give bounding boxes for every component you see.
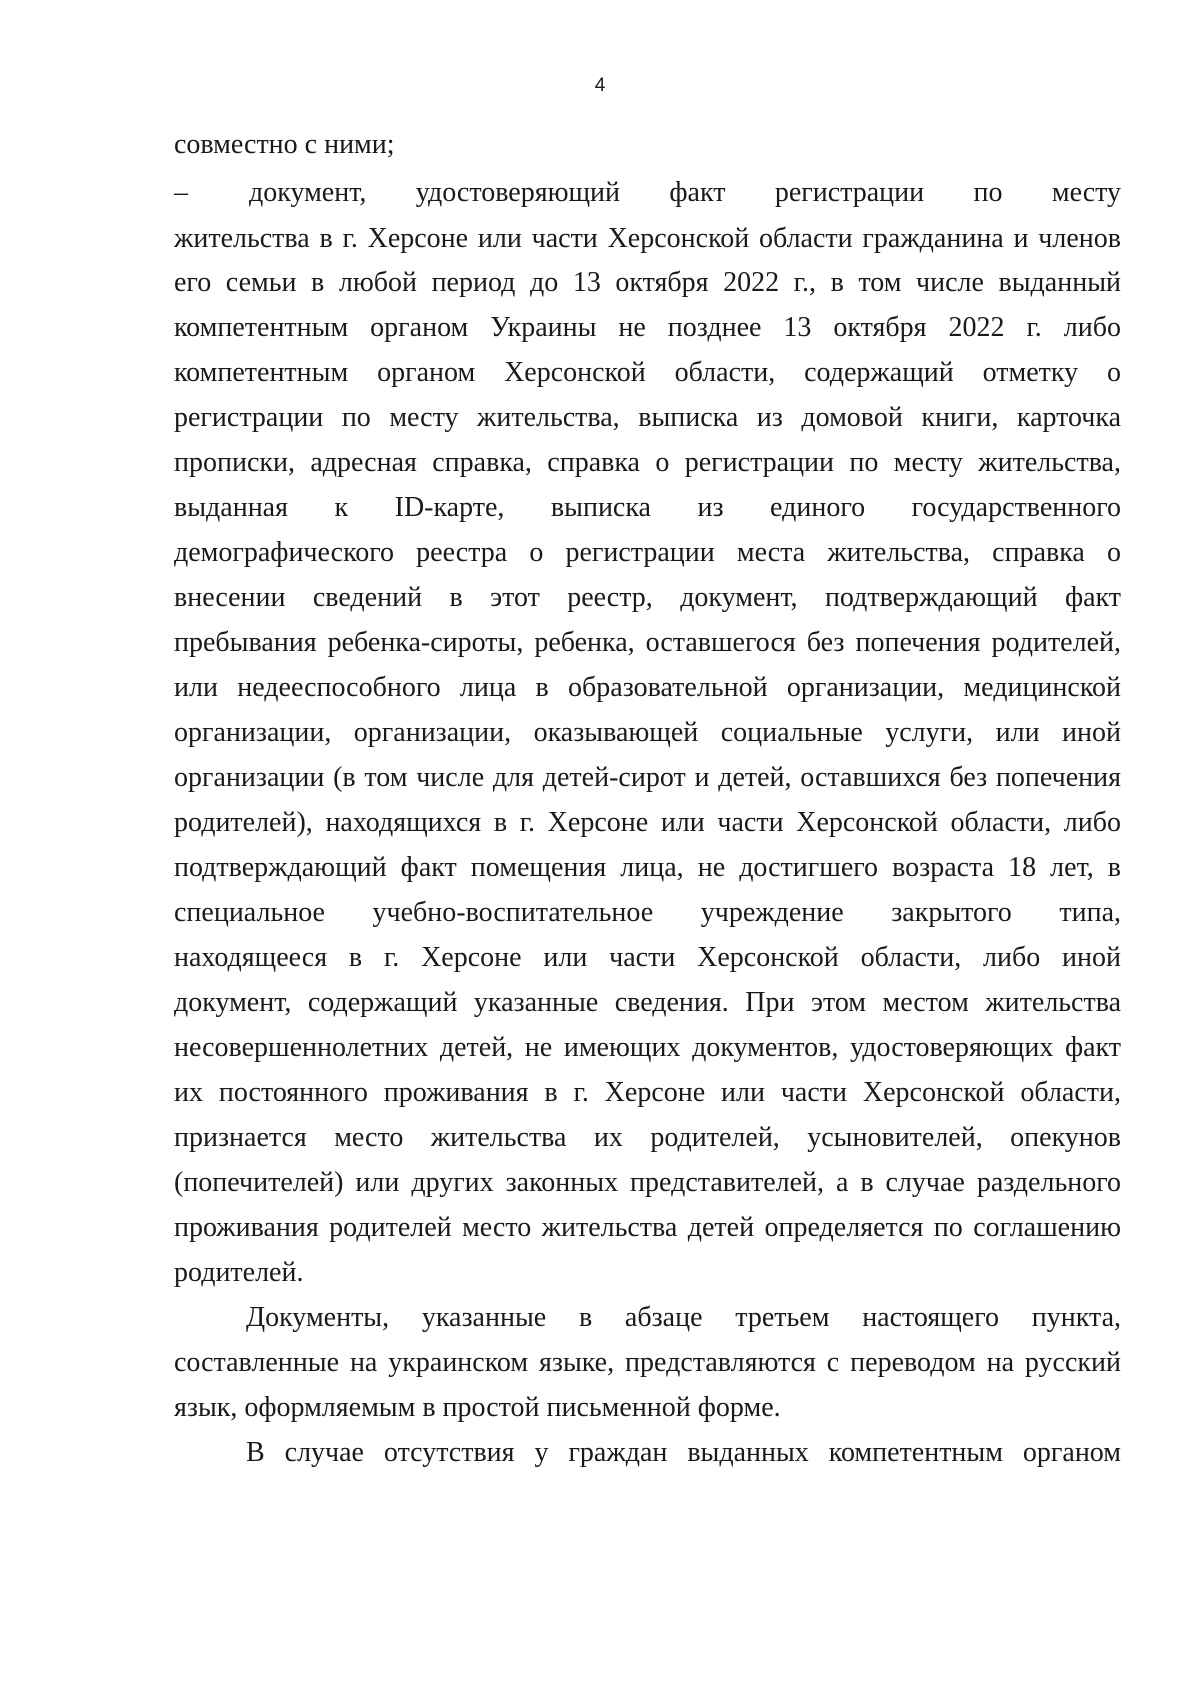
text-line: совместно с ними; xyxy=(174,129,395,160)
text-line: составленные на украинском языке, представляются с переводом на русский xyxy=(174,1347,1121,1378)
text-line: пребывания ребенка-сироты, ребенка, оставшегося без попечения родителей, xyxy=(174,627,1121,658)
text-line-content: документ, удостоверяющий факт регистрации по месту xyxy=(249,177,1121,208)
text-line xyxy=(174,176,1121,210)
text-line: несовершеннолетних детей, не имеющих документов, удостоверяющих факт xyxy=(174,1032,1121,1063)
text-line: специальное учебно-воспитательное учреждение закрытого типа, xyxy=(174,897,1121,928)
text-line: их постоянного проживания в г. Херсоне или части Херсонской области, xyxy=(174,1077,1121,1108)
text-line: родителей), находящихся в г. Херсоне или части Херсонской области, либо xyxy=(174,807,1121,838)
text-line: находящееся в г. Херсоне или части Херсонской области, либо иной xyxy=(174,942,1121,973)
text-line: организации, организации, оказывающей социальные услуги, или иной xyxy=(174,717,1121,748)
text-line: язык, оформляемым в простой письменной форме. xyxy=(174,1392,781,1423)
text-line: регистрации по месту жительства, выписка из домовой книги, карточка xyxy=(174,402,1121,433)
list-dash: – xyxy=(174,177,188,208)
text-line: жительства в г. Херсоне или части Херсонской области гражданина и членов xyxy=(174,223,1121,254)
text-line: (попечителей) или других законных представителей, а в случае раздельного xyxy=(174,1167,1121,1198)
text-line: компетентным органом Херсонской области, содержащий отметку о xyxy=(174,357,1121,388)
text-line: родителей. xyxy=(174,1257,304,1288)
text-line: или недееспособного лица в образовательной организации, медицинской xyxy=(174,672,1121,703)
text-line: документ, содержащий указанные сведения. При этом местом жительства xyxy=(174,987,1121,1018)
text-line: Документы, указанные в абзаце третьем настоящего пункта, xyxy=(246,1302,1121,1333)
text-line: компетентным органом Украины не позднее 13 октября 2022 г. либо xyxy=(174,312,1121,343)
text-line: демографического реестра о регистрации места жительства, справка о xyxy=(174,537,1121,568)
page-number: 4 xyxy=(594,75,606,96)
text-line: В случае отсутствия у граждан выданных компетентным органом xyxy=(246,1437,1121,1468)
text-line: выданная к ID-карте, выписка из единого государственного xyxy=(174,492,1121,523)
text-line: подтверждающий факт помещения лица, не достигшего возраста 18 лет, в xyxy=(174,852,1121,883)
text-line: внесении сведений в этот реестр, документ, подтверждающий факт xyxy=(174,582,1121,613)
text-line: проживания родителей место жительства детей определяется по соглашению xyxy=(174,1212,1121,1243)
text-line: прописки, адресная справка, справка о регистрации по месту жительства, xyxy=(174,447,1121,478)
text-line: организации (в том числе для детей-сирот и детей, оставшихся без попечения xyxy=(174,762,1121,793)
text-line: признается место жительства их родителей, усыновителей, опекунов xyxy=(174,1122,1121,1153)
text-line: его семьи в любой период до 13 октября 2022 г., в том числе выданный xyxy=(174,267,1121,298)
